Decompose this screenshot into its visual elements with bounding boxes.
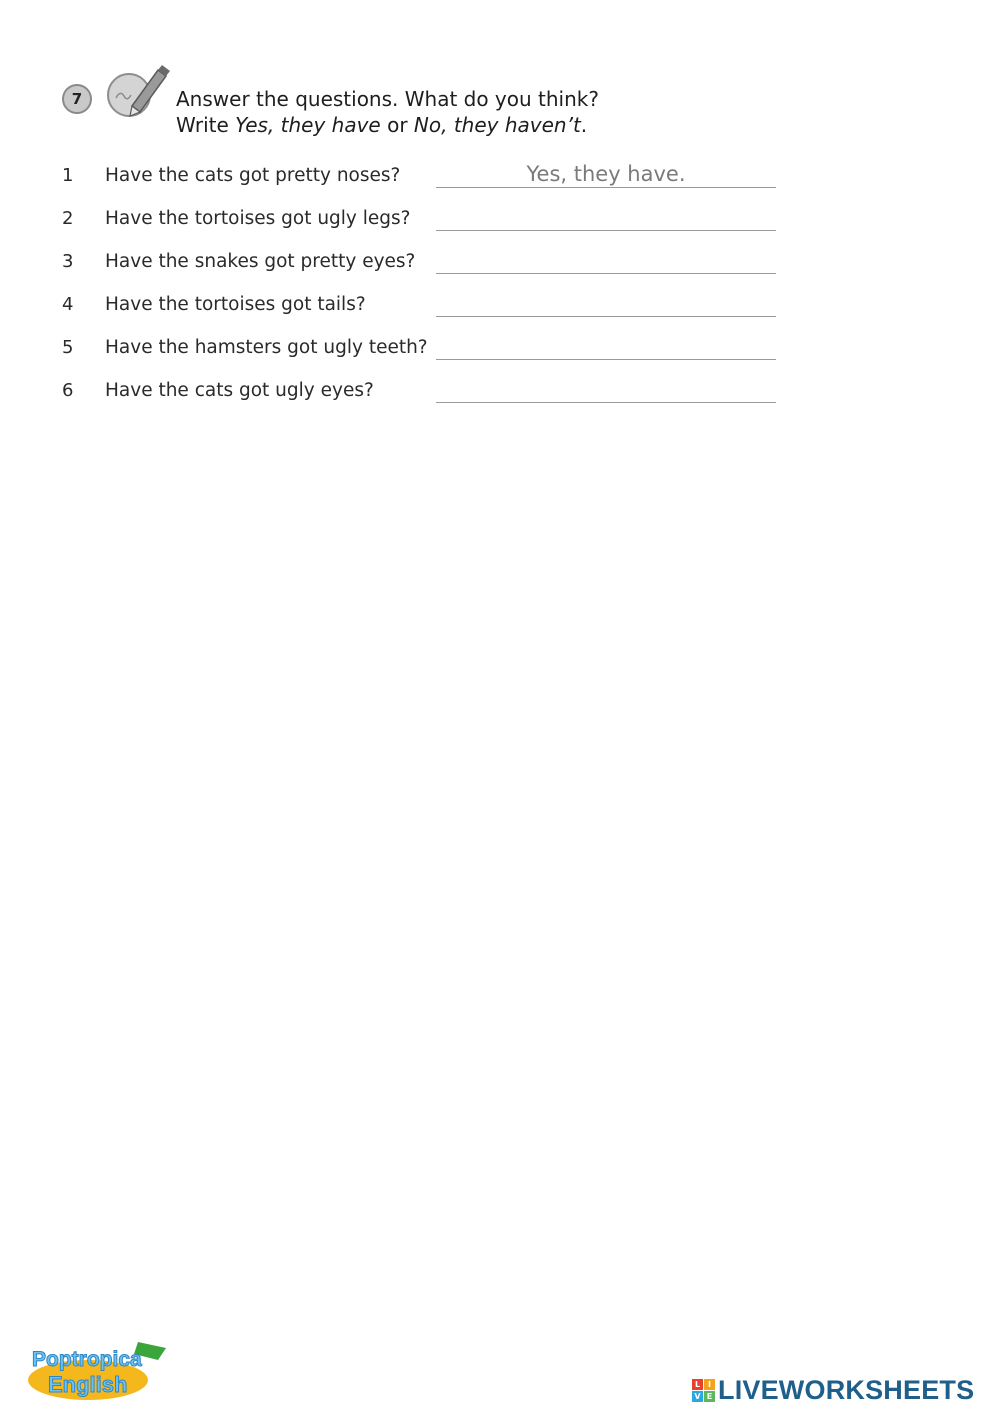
question-text: Have the tortoises got tails? <box>105 294 366 315</box>
question-number: 3 <box>62 251 74 272</box>
brand-name: LIVEWORKSHEETS <box>718 1374 975 1405</box>
pencil-write-icon <box>104 62 176 122</box>
question-number: 2 <box>62 208 74 229</box>
question-text: Have the cats got ugly eyes? <box>105 380 374 401</box>
question-text: Have the snakes got pretty eyes? <box>105 251 416 272</box>
question-row <box>0 207 1000 247</box>
exercise-instructions <box>176 86 599 138</box>
instruction-or: or <box>387 113 408 137</box>
logo-line-2: English <box>48 1372 128 1397</box>
answer-input[interactable] <box>436 203 776 231</box>
question-row <box>0 336 1000 376</box>
liveworksheets-logo <box>692 1374 974 1406</box>
exercise-number-badge: 7 <box>62 84 92 114</box>
answer-input[interactable] <box>436 289 776 317</box>
answer-input[interactable] <box>436 375 776 403</box>
answer-input[interactable] <box>436 246 776 274</box>
question-row <box>0 164 1000 204</box>
instruction-yes: Yes, they have <box>235 113 381 137</box>
instruction-write: Write <box>176 113 229 137</box>
question-text: Have the hamsters got ugly teeth? <box>105 337 428 358</box>
answer-input[interactable] <box>436 160 776 188</box>
liveworksheets-squares-icon <box>692 1379 715 1402</box>
brand-letter: V <box>692 1391 703 1402</box>
instruction-no: No, they haven’t <box>413 113 581 137</box>
question-text: Have the tortoises got ugly legs? <box>105 208 411 229</box>
question-row <box>0 250 1000 290</box>
answer-input[interactable] <box>436 332 776 360</box>
question-row <box>0 293 1000 333</box>
question-number: 1 <box>62 165 74 186</box>
brand-letter: E <box>704 1391 715 1402</box>
instruction-line-2 <box>176 112 599 138</box>
question-row <box>0 379 1000 419</box>
instruction-end: . <box>580 113 588 137</box>
brand-letter: L <box>692 1379 703 1390</box>
question-number: 4 <box>62 294 74 315</box>
instruction-line-1: Answer the questions. What do you think? <box>176 87 599 111</box>
question-number: 6 <box>62 380 74 401</box>
brand-letter: I <box>704 1379 715 1390</box>
logo-line-1: Poptropica <box>32 1348 142 1371</box>
poptropica-english-logo <box>26 1336 171 1402</box>
question-number: 5 <box>62 337 74 358</box>
question-text: Have the cats got pretty noses? <box>105 165 401 186</box>
